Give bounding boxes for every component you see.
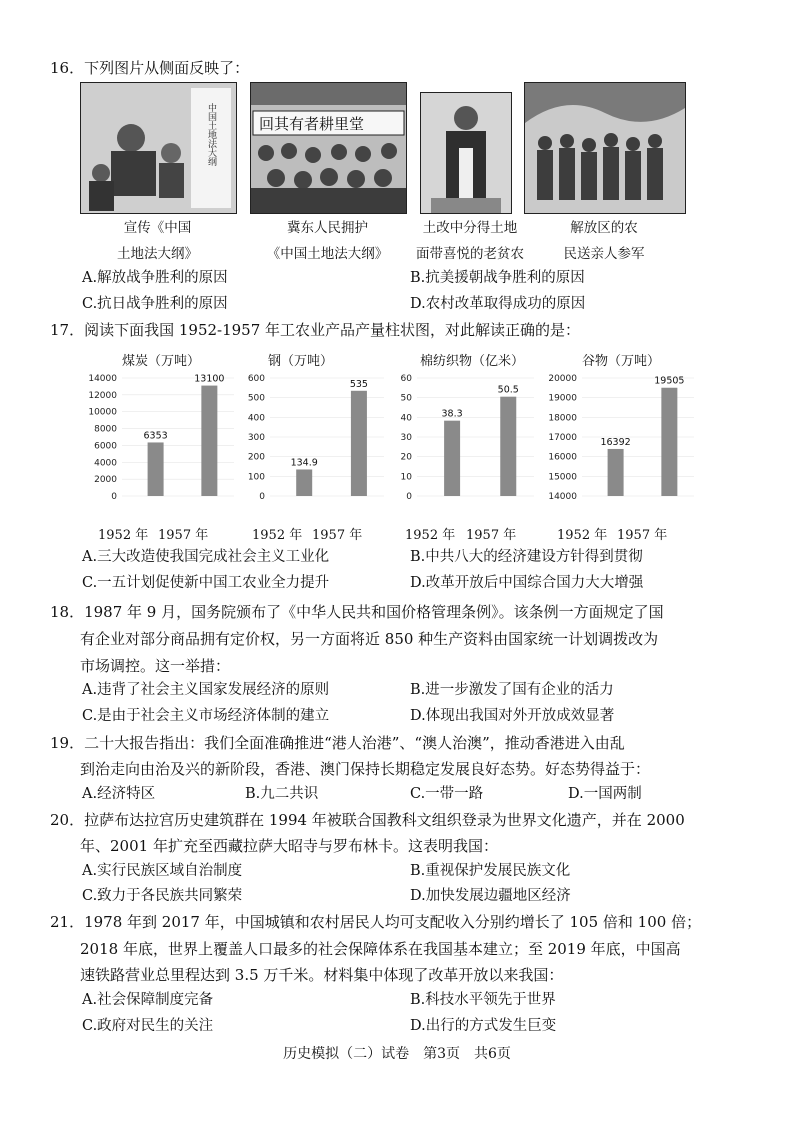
grain-year-1952: 1952 年 [557,528,608,543]
q18-option-a: A.违背了社会主义国家发展经济的原则 [82,682,330,698]
photo-old-farmer [420,92,512,214]
coal-ytick-1: 2000 [94,475,117,486]
chart-coal [80,368,240,508]
steel-label-1952: 134.9 [290,457,318,469]
cotton-ytick-6: 60 [400,374,412,384]
q21-line-2: 2018 年底，世界上覆盖人口最多的社会保障体系在我国基本建立；至 2019 年底，中国高 [80,940,681,958]
photo-send-to-army [524,82,686,214]
grain-ytick-2: 16000 [548,452,577,463]
cotton-bar-1957 [500,397,516,496]
q20-option-b: B.重视保护发展民族文化 [410,863,571,879]
coal-ytick-5: 10000 [88,407,117,418]
caption-1-line-1: 宣传《中国 [123,220,192,236]
grain-bar-1957 [661,388,677,496]
q21-option-a: A.社会保障制度完备 [82,992,214,1008]
coal-ytick-0: 0 [111,492,117,502]
cotton-bar-1952 [444,421,460,496]
chart-cotton-title: 棉纺织物（亿米） [420,354,525,369]
q17-option-c: C.一五计划促使新中国工农业全力提升 [82,575,330,591]
caption-4-line-2: 民送亲人参军 [563,246,645,262]
grain-ytick-0: 14000 [548,492,577,502]
grain-ytick-1: 15000 [548,472,577,483]
steel-ytick-3: 300 [247,433,265,443]
q19-line-2: 到治走向由治及兴的新阶段，香港、澳门保持长期稳定发展良好态势。好态势得益于： [80,760,651,778]
steel-ytick-0: 0 [259,492,265,502]
photo-banner-text: 回其有者耕里堂 [259,115,365,133]
cotton-year-1957: 1957 年 [466,528,517,543]
coal-year-1957: 1957 年 [158,528,209,543]
grain-ytick-5: 19000 [548,393,577,404]
q16-option-b: B.抗美援朝战争胜利的原因 [410,270,585,286]
q17-option-a: A.三大改造使我国完成社会主义工业化 [82,549,330,565]
caption-1-line-2: 土地法大纲》 [117,246,198,262]
coal-ytick-7: 14000 [88,374,117,384]
grain-ytick-4: 18000 [548,413,577,424]
coal-ytick-4: 8000 [94,424,117,435]
q20-line-1: 20．拉萨布达拉宫历史建筑群在 1994 年被联合国教科文组织登录为世界文化遗产，并在 2000 [50,811,685,829]
q20-option-d: D.加快发展边疆地区经济 [410,888,571,904]
coal-bar-1957 [201,386,217,496]
grain-ytick-3: 17000 [548,433,577,443]
q20-line-2: 年、2001 年扩充至西藏拉萨大昭寺与罗布林卡。这表明我国： [80,837,498,855]
chart-cotton [395,368,540,508]
page-footer: 历史模拟（二）试卷 第3页 共6页 [283,1046,511,1062]
steel-label-1957: 535 [349,378,368,390]
chart-grain [540,368,700,508]
coal-label-1957: 13100 [194,373,225,385]
q17-option-b: B.中共八大的经济建设方针得到贯彻 [410,549,643,565]
grain-label-1957: 19505 [654,375,685,387]
coal-label-1952: 6353 [143,430,168,442]
grain-bar-1952 [608,449,624,496]
coal-ytick-6: 12000 [88,390,117,401]
chart-steel [240,368,390,508]
grain-ytick-6: 20000 [548,374,577,384]
steel-year-1952: 1952 年 [252,528,303,543]
caption-3-line-1: 土改中分得土地 [422,220,518,236]
q21-line-1: 21．1978 年到 2017 年，中国城镇和农村居民人均可支配收入分别约增长了 105 倍和 100 倍； [50,913,702,931]
cotton-ytick-1: 10 [400,472,412,483]
steel-ytick-6: 600 [247,374,265,384]
photo-army-drawing [525,83,685,213]
q21-option-d: D.出行的方式发生巨变 [410,1018,557,1034]
q21-option-c: C.政府对民生的关注 [82,1018,214,1034]
caption-3-line-2: 面带喜悦的老贫农 [416,246,524,262]
cotton-ytick-5: 50 [400,393,412,404]
q20-option-a: A.实行民族区域自治制度 [82,863,243,879]
chart-coal-title: 煤炭（万吨） [122,354,201,369]
steel-ytick-2: 200 [247,452,265,463]
q19-option-a: A.经济特区 [82,786,156,802]
cotton-ytick-4: 40 [400,413,412,424]
cotton-label-1957: 50.5 [497,384,519,396]
steel-ytick-1: 100 [247,472,265,483]
caption-2-line-2: 《中国土地法大纲》 [266,246,389,262]
caption-2-line-1: 冀东人民拥护 [287,220,368,236]
steel-ytick-5: 500 [247,393,265,404]
coal-ytick-3: 6000 [94,441,117,452]
steel-bar-1952 [296,469,312,496]
coal-bar-1952 [148,442,164,496]
photo-farmer-drawing [421,93,511,213]
coal-ytick-2: 4000 [94,458,117,469]
cotton-label-1952: 38.3 [441,408,463,420]
cotton-ytick-2: 20 [400,452,412,463]
q19-option-c: C.一带一路 [410,786,484,802]
q18-line-3: 市场调控。这一举措： [80,657,231,675]
q21-line-3: 速铁路营业总里程达到 3.5 万千米。材料集中体现了改革开放以来我国： [80,966,564,984]
photo-propaganda-drawing [81,83,236,213]
chart-grain-title: 谷物（万吨） [582,354,661,369]
photo-crowd-drawing [251,83,406,213]
q19-line-1: 19．二十大报告指出：我们全面准确推进“港人治港”、“澳人治澳”，推动香港进入由乱 [50,734,625,752]
steel-ytick-4: 400 [247,413,265,424]
grain-label-1952: 16392 [600,436,631,448]
cotton-ytick-0: 0 [406,492,412,502]
q21-option-b: B.科技水平领先于世界 [410,992,556,1008]
q16-option-d: D.农村改革取得成功的原因 [410,296,586,312]
q18-line-2: 有企业对部分商品拥有定价权，另一方面将近 850 种生产资料由国家统一计划调拨改为 [80,630,659,648]
q19-option-d: D.一国两制 [568,786,642,802]
cotton-year-1952: 1952 年 [405,528,456,543]
grain-year-1957: 1957 年 [617,528,668,543]
chart-steel-title: 钢（万吨） [268,354,334,369]
q16-option-a: A.解放战争胜利的原因 [82,270,228,286]
q18-option-c: C.是由于社会主义市场经济体制的建立 [82,708,330,724]
q19-option-b: B.九二共识 [245,786,319,802]
q16-stem: 16．下列图片从侧面反映了： [50,59,250,77]
steel-year-1957: 1957 年 [312,528,363,543]
q16-option-c: C.抗日战争胜利的原因 [82,296,228,312]
photo-poster-text: 中国土地法大纲 [206,103,216,166]
photo-propaganda [80,82,237,214]
photo-crowd-banner [250,82,407,214]
q17-stem: 17．阅读下面我国 1952-1957 年工农业产品产量柱状图，对此解读正确的是： [50,321,581,339]
q18-option-d: D.体现出我国对外开放成效显著 [410,708,615,724]
coal-year-1952: 1952 年 [98,528,149,543]
q18-line-1: 18．1987 年 9 月，国务院颁布了《中华人民共和国价格管理条例》。该条例一方面规定了国 [50,603,664,621]
caption-4-line-1: 解放区的农 [570,220,638,236]
cotton-ytick-3: 30 [400,433,412,443]
steel-bar-1957 [351,391,367,496]
q17-option-d: D.改革开放后中国综合国力大大增强 [410,575,644,591]
q20-option-c: C.致力于各民族共同繁荣 [82,888,243,904]
q18-option-b: B.进一步激发了国有企业的活力 [410,682,614,698]
